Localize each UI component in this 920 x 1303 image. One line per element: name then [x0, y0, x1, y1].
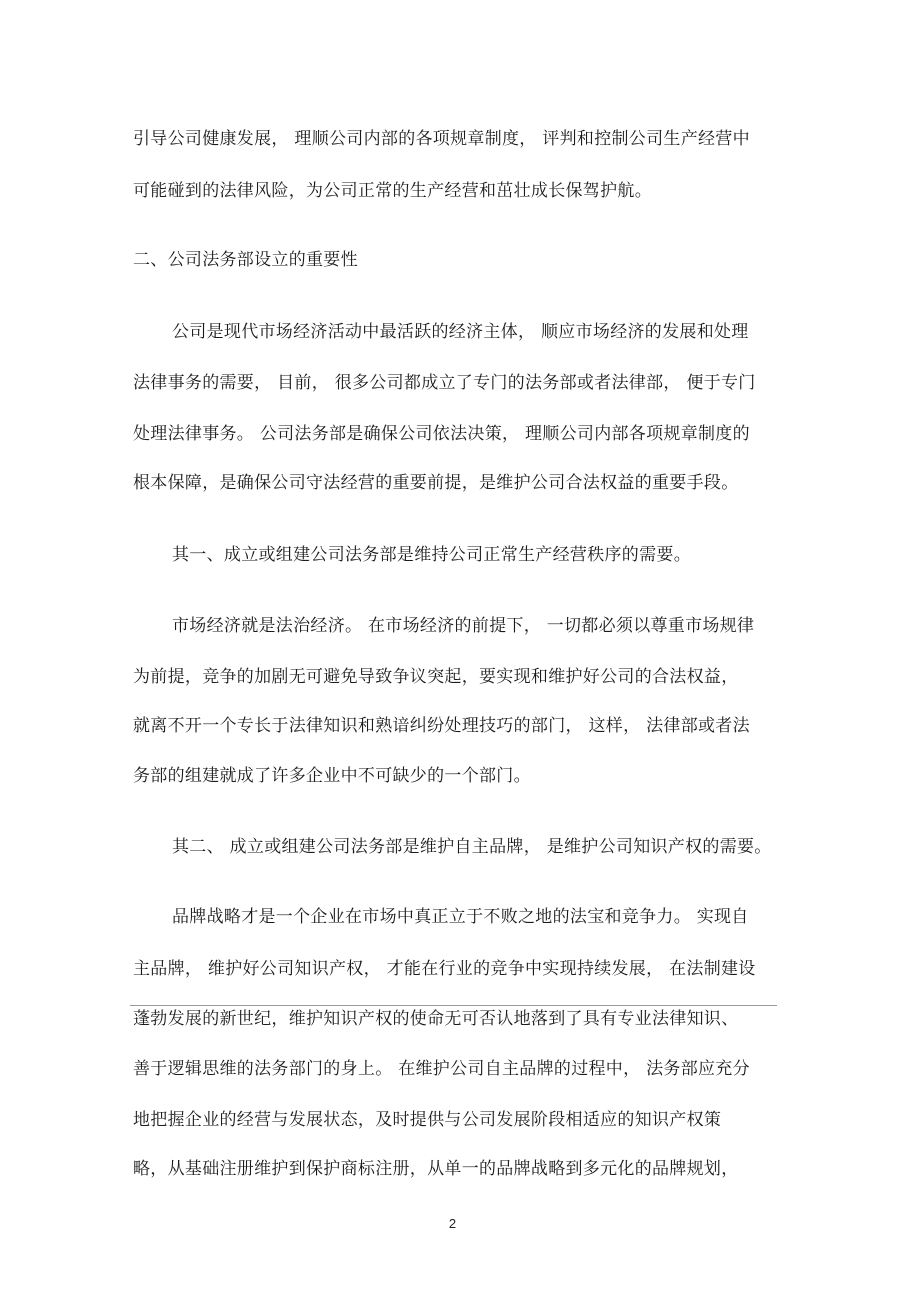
body-text-line: 引导公司健康发展， 理顺公司内部的各项规章制度， 评判和控制公司生产经营中: [133, 129, 750, 149]
section-heading: 二、公司法务部设立的重要性: [133, 250, 358, 270]
body-text-line: 法律事务的需要， 目前， 很多公司都成立了专门的法务部或者法律部， 便于专门: [133, 373, 756, 393]
subheading-line: 其一、成立或组建公司法务部是维持公司正常生产经营秩序的需要。: [172, 545, 691, 565]
page-divider: [130, 1005, 777, 1006]
body-text-line: 蓬勃发展的新世纪，维护知识产权的使命无可否认地落到了具有专业法律知识、: [133, 1009, 739, 1029]
body-text-line: 主品牌， 维护好公司知识产权， 才能在行业的竞争中实现持续发展， 在法制建设: [133, 959, 756, 979]
body-text-line: 地把握企业的经营与发展状态，及时提供与公司发展阶段相适应的知识产权策: [133, 1110, 722, 1130]
body-text-line: 处理法律事务。 公司法务部是确保公司依法决策， 理顺公司内部各项规章制度的: [133, 424, 750, 444]
body-text-line: 务部的组建就成了许多企业中不可缺少的一个部门。: [133, 766, 531, 786]
body-text-line: 就离不开一个专长于法律知识和熟谙纠纷处理技巧的部门， 这样， 法律部或者法: [133, 716, 750, 736]
body-text-line: 品牌战略才是一个企业在市场中真正立于不败之地的法宝和竞争力。 实现自: [172, 907, 749, 927]
body-text-line: 为前提，竞争的加剧无可避免导致争议突起，要实现和维护好公司的合法权益，: [133, 667, 739, 687]
body-text-line: 可能碰到的法律风险，为公司正常的生产经营和茁壮成长保驾护航。: [133, 181, 652, 201]
body-text-line: 公司是现代市场经济活动中最活跃的经济主体， 顺应市场经济的发展和处理: [172, 322, 749, 342]
body-text-line: 善于逻辑思维的法务部门的身上。 在维护公司自主品牌的过程中， 法务部应充分: [133, 1059, 750, 1079]
body-text-line: 市场经济就是法治经济。 在市场经济的前提下， 一切都必须以尊重市场规律: [172, 616, 755, 636]
page-number: 2: [448, 1216, 457, 1231]
body-text-line: 略，从基础注册维护到保护商标注册，从单一的品牌战略到多元化的品牌规划，: [133, 1159, 739, 1179]
body-text-line: 根本保障，是确保公司守法经营的重要前提，是维护公司合法权益的重要手段。: [133, 473, 739, 493]
subheading-line: 其二、 成立或组建公司法务部是维护自主品牌， 是维护公司知识产权的需要。: [172, 837, 772, 857]
